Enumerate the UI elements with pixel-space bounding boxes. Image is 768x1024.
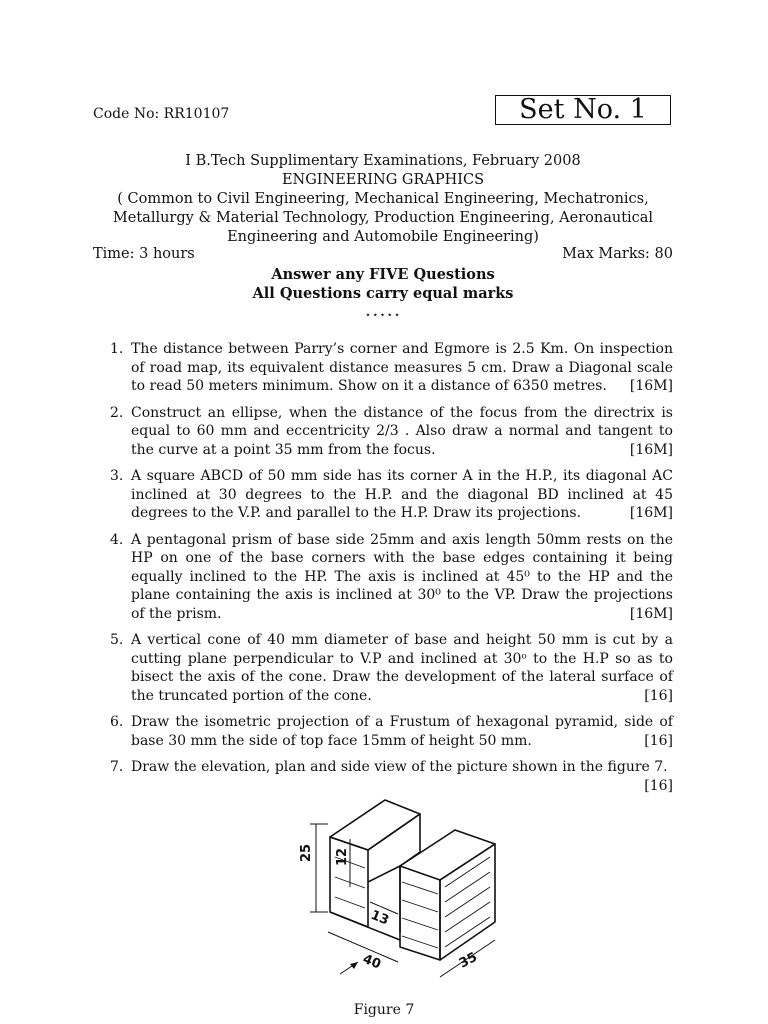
question-2 — [110, 404, 673, 460]
question-text: Construct an ellipse, when the distance of the focus from the directrix is equal to 60 mm and eccentricity 2/3 . Also draw a normal and tangent to the curve at a point 35 mm from the focus. — [131, 404, 673, 458]
instruction-answer: Answer any FIVE Questions — [271, 266, 495, 283]
dimension-label-depth: 35 — [456, 949, 480, 972]
question-number: 7. — [110, 759, 124, 775]
question-number: 3. — [110, 468, 124, 484]
question-marks: [16] — [644, 687, 673, 704]
question-6 — [110, 713, 673, 750]
dimension-label-step: 12 — [335, 847, 350, 866]
back-block-top-face — [330, 800, 420, 850]
dimension-label-height: 25 — [299, 843, 314, 862]
question-text: A square ABCD of 50 mm side has its corner A in the H.P., its diagonal AC inclined at 30 degrees to the H.P. and the diagonal BD inclined at 45 degrees to the V.P. and parallel to the H.P. Draw its projections. — [131, 468, 673, 521]
question-marks: [16M] — [629, 441, 673, 458]
question-number: 6. — [110, 714, 124, 730]
max-marks: Max Marks: 80 — [562, 246, 673, 262]
time-allowed: Time: 3 hours — [93, 246, 195, 262]
question-text: A vertical cone of 40 mm diameter of base and height 50 mm is cut by a cutting plane perpendicular to V.P and inclined at 30ᵒ to the H.P so as to bisect the axis of the cone. Draw the development of the lateral surface of the truncated portion of the cone. — [131, 632, 673, 704]
question-3 — [110, 467, 673, 523]
question-number: 4. — [110, 531, 124, 548]
question-marks: [16] — [644, 732, 673, 749]
front-block-top-face — [400, 830, 495, 880]
subject-title: ENGINEERING GRAPHICS — [281, 172, 485, 188]
time-marks-row — [93, 246, 673, 262]
question-marks: [16M] — [629, 605, 673, 622]
question-text: A pentagonal prism of base side 25mm and axis length 50mm rests on the HP on one of the base corners with the base edges containing it being equally inclined to the HP. The axis is inclined at 45⁰ to the HP and the plane containing the axis is inclined at 30⁰ to the VP. Draw the projections of the prism. — [131, 531, 673, 622]
question-5 — [110, 631, 673, 705]
code-number: Code No: RR10107 — [93, 106, 230, 122]
dimension-label-gap: 13 — [368, 907, 391, 929]
question-number: 2. — [110, 404, 124, 421]
exam-title: I B.Tech Supplimentary Examinations, February 2008 — [185, 153, 581, 169]
question-1 — [110, 340, 673, 396]
question-marks: [16] — [644, 777, 673, 794]
front-block-front-face — [400, 866, 440, 960]
branches-line-3: Engineering and Automobile Engineering) — [227, 229, 539, 245]
figure-caption: Figure 7 — [353, 1002, 415, 1018]
instruction-marks: All Questions carry equal marks — [252, 285, 514, 302]
branches-line-2: Metallurgy & Material Technology, Production Engineering, Aeronautical — [112, 210, 654, 226]
question-marks: [16M] — [629, 505, 673, 521]
question-marks: [16M] — [629, 378, 673, 394]
question-4 — [110, 531, 673, 624]
figure-7-isometric-drawing — [290, 782, 530, 992]
question-text: Draw the isometric projection of a Frustum of hexagonal pyramid, side of base 30 mm the side of top face 15mm of height 50 mm. — [131, 714, 673, 749]
set-number-box: Set No. 1 — [495, 95, 671, 125]
separator-stars: ⋆⋆⋆⋆⋆ — [364, 310, 402, 321]
question-text: The distance between Parry’s corner and Egmore is 2.5 Km. On inspection of road map, its equivalent distance measures 5 cm. Draw a Diagonal scale to read 50 meters minimum. Show on it a distance of 6350 metres. — [131, 341, 673, 394]
dimension-label-width: 40 — [360, 951, 383, 973]
branches-line-1: ( Common to Civil Engineering, Mechanical Engineering, Mechatronics, — [117, 191, 649, 207]
question-number: 5. — [110, 632, 124, 648]
question-list — [110, 340, 673, 803]
question-text: Draw the elevation, plan and side view of the picture shown in the figure 7. — [131, 759, 668, 775]
question-number: 1. — [110, 341, 124, 357]
